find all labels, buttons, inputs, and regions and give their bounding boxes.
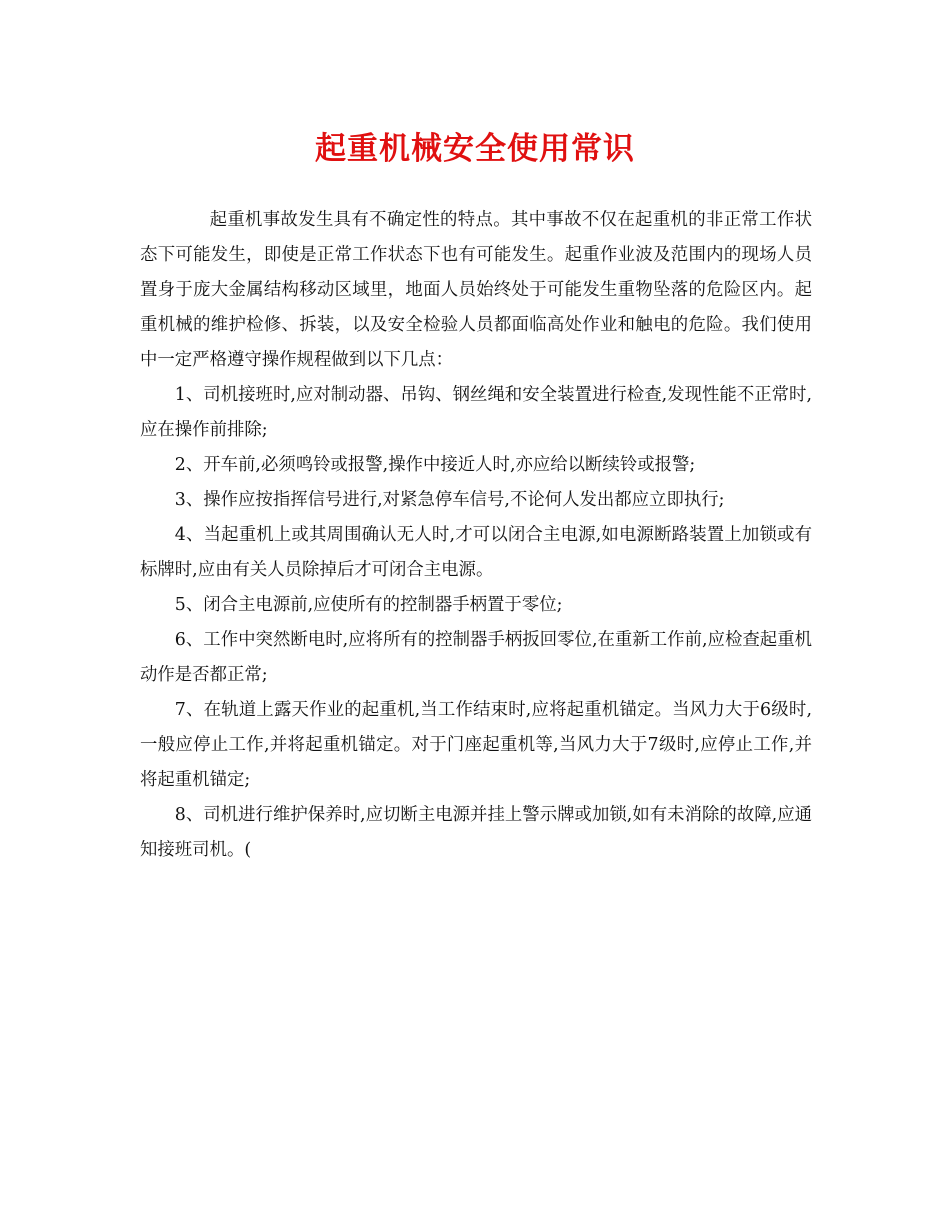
document-body <box>140 203 812 868</box>
list-item-7: 7、在轨道上露天作业的起重机,当工作结束时,应将起重机锚定。当风力大于6级时,一般应停止工作,并将起重机锚定。对于门座起重机等,当风力大于7级时,应停止工作,并将起重机锚定; <box>140 700 812 790</box>
list-item-5: 5、闭合主电源前,应使所有的控制器手柄置于零位; <box>174 595 563 615</box>
intro-paragraph: 起重机事故发生具有不确定性的特点。其中事故不仅在起重机的非正常工作状态下可能发生，即使是正常工作状态下也有可能发生。起重作业波及范围内的现场人员置身于庞大金属结构移动区域里，地面人员始终处于可能发生重物坠落的危险区内。起重机械的维护检修、拆装，以及安全检验人员都面临高处作业和触电的危险。我们使用中一定严格遵守操作规程做到以下几点： <box>140 210 812 370</box>
list-item-3: 3、操作应按指挥信号进行,对紧急停车信号,不论何人发出都应立即执行; <box>174 490 725 510</box>
list-item-2: 2、开车前,必须鸣铃或报警,操作中接近人时,亦应给以断续铃或报警; <box>174 455 696 475</box>
list-item-6: 6、工作中突然断电时,应将所有的控制器手柄扳回零位,在重新工作前,应检查起重机动作是否都正常; <box>140 630 812 685</box>
list-item-1: 1、司机接班时,应对制动器、吊钩、钢丝绳和安全装置进行检查,发现性能不正常时,应在操作前排除; <box>140 385 812 440</box>
document-title: 起重机械安全使用常识 <box>315 131 635 167</box>
list-item-8: 8、司机进行维护保养时,应切断主电源并挂上警示牌或加锁,如有未消除的故障,应通知接班司机。( <box>140 805 812 860</box>
list-item-4: 4、当起重机上或其周围确认无人时,才可以闭合主电源,如电源断路装置上加锁或有标牌时,应由有关人员除掉后才可闭合主电源。 <box>140 525 812 580</box>
